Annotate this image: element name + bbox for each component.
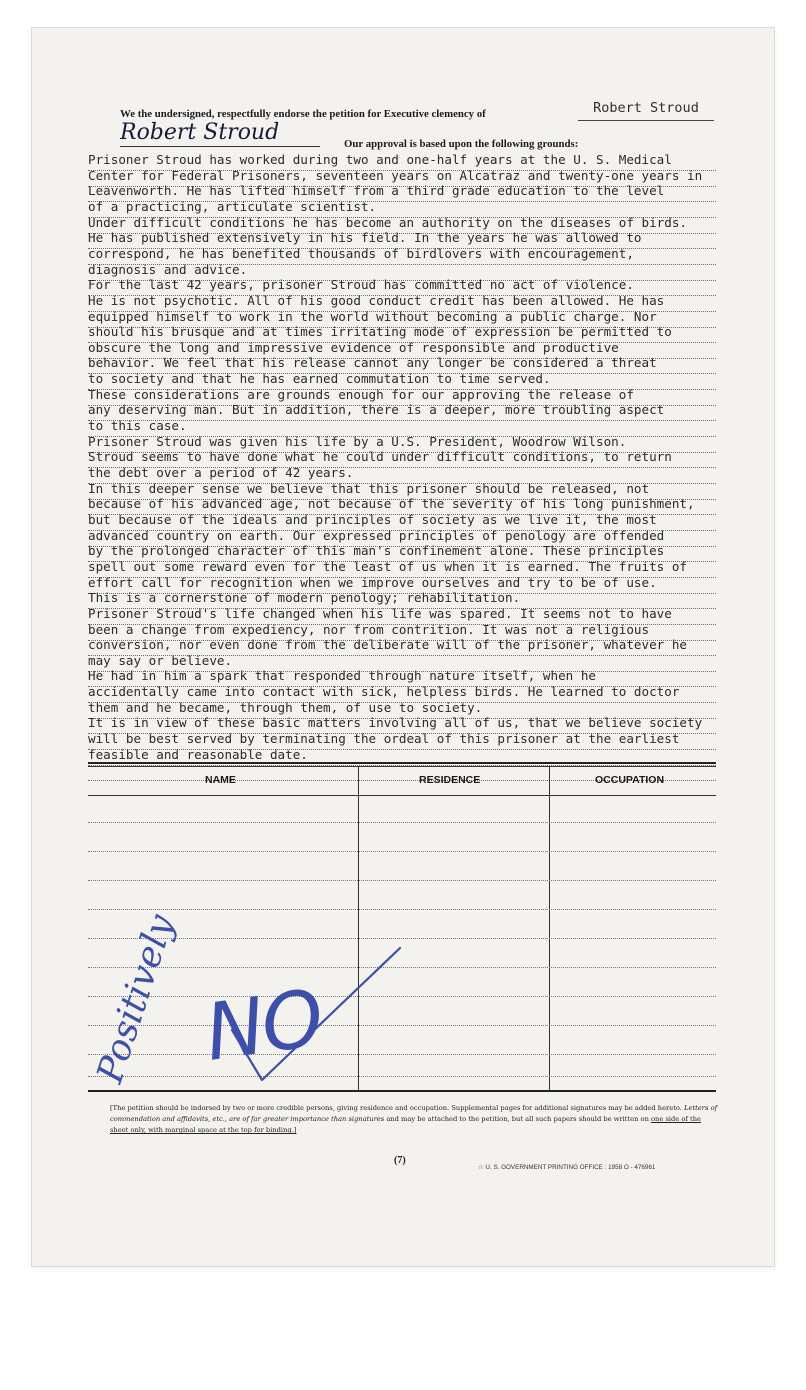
body-line: because of his advanced age, not because of the severity of his long punishment, [88, 496, 716, 515]
body-line: of a practicing, articulate scientist. [88, 199, 716, 218]
body-line: Prisoner Stroud was given his life by a U.S. President, Woodrow Wilson. [88, 434, 716, 453]
body-line: Prisoner Stroud's life changed when his life was spared. It seems not to have [88, 606, 716, 625]
body-line: equipped himself to work in the world without becoming a public charge. Nor [88, 309, 716, 328]
body-line: the debt over a period of 42 years. [88, 465, 716, 484]
body-line: Prisoner Stroud has worked during two and one-half years at the U. S. Medical [88, 152, 716, 171]
handwritten-no: NO [200, 973, 328, 1079]
column-header-name: NAME [205, 774, 236, 786]
instructions-footnote [110, 1103, 720, 1136]
endorse-statement: We the undersigned, respectfully endorse the petition for Executive clemency of [120, 108, 486, 120]
footnote-part-1: [The petition should be indorsed by two or more credible persons, giving residence and occupation. Supplemental pages for additional signatures may be added hereto. [110, 1104, 682, 1112]
body-line: effort call for recognition when we improve ourselves and try to be of use. [88, 575, 716, 594]
footnote-part-2: Letters of commendation and affidavits, etc., are of far greater importance than signatures [110, 1104, 718, 1123]
body-line: but because of the ideals and principles of society as we live it, the most [88, 512, 716, 531]
body-line: been a change from expediency, nor from contrition. It was not a religious [88, 622, 716, 641]
body-line: will be best served by terminating the ordeal of this prisoner at the earliest [88, 731, 716, 750]
body-line: them and he became, through them, of use to society. [88, 700, 716, 719]
printer-line: ☆ U. S. GOVERNMENT PRINTING OFFICE : 1958 O - 476961 [478, 1164, 656, 1171]
body-line: conversion, nor even done from the deliberate will of the prisoner, whatever he [88, 637, 716, 656]
body-line: He has published extensively in his field. In the years he was allowed to [88, 230, 716, 249]
footnote-part-4: one side of the sheet only, with marginal space at the top for binding.] [110, 1115, 701, 1134]
body-line: may say or believe. [88, 653, 716, 672]
petitioner-name-field: Robert Stroud [578, 100, 714, 121]
body-line: obscure the long and impressive evidence of responsible and productive [88, 340, 716, 359]
body-line: any deserving man. But in addition, there is a deeper, more troubling aspect [88, 402, 716, 421]
body-line: In this deeper sense we believe that this prisoner should be released, not [88, 481, 716, 500]
body-line: Leavenworth. He has lifted himself from a third grade education to the level [88, 183, 716, 202]
body-line: behavior. We feel that his release cannot any longer be considered a threat [88, 355, 716, 374]
body-line: to society and that he has earned commutation to time served. [88, 371, 716, 390]
body-line: Stroud seems to have done what he could under difficult conditions, to return [88, 449, 716, 468]
column-header-residence: RESIDENCE [419, 774, 481, 786]
body-line: These considerations are grounds enough for our approving the release of [88, 387, 716, 406]
body-line: Center for Federal Prisoners, seventeen years on Alcatraz and twenty-one years in [88, 168, 716, 187]
body-line: by the prolonged character of this man's confinement alone. These principles [88, 543, 716, 562]
body-line: spell out some reward even for the least of us when it is earned. The fruits of [88, 559, 716, 578]
body-line: For the last 42 years, prisoner Stroud has committed no act of violence. [88, 277, 716, 296]
body-line: feasible and reasonable date. [88, 747, 716, 766]
prisoner-signature: Robert Stroud [120, 120, 320, 147]
body-line: accidentally came into contact with sick, helpless birds. He learned to doctor [88, 684, 716, 703]
body-line: Under difficult conditions he has become an authority on the diseases of birds. [88, 215, 716, 234]
body-line: advanced country on earth. Our expressed principles of penology are offended [88, 528, 716, 547]
body-line: correspond, he has benefited thousands of birdlovers with encouragement, [88, 246, 716, 265]
handwritten-positively: Positively [89, 909, 183, 1088]
body-line: diagnosis and advice. [88, 262, 716, 281]
grounds-label: Our approval is based upon the following grounds: [344, 138, 579, 150]
footnote-part-3: and may be attached to the petition, but all such papers should be written on [386, 1115, 649, 1123]
column-header-occupation: OCCUPATION [595, 774, 665, 786]
page-number: (7) [394, 1155, 406, 1166]
body-line: should his brusque and at times irritating mode of expression be permitted to [88, 324, 716, 343]
body-line: He had in him a spark that responded through nature itself, when he [88, 668, 716, 687]
body-line: It is in view of these basic matters involving all of us, that we believe society [88, 715, 716, 734]
body-line: He is not psychotic. All of his good conduct credit has been allowed. He has [88, 293, 716, 312]
body-line: This is a cornerstone of modern penology; rehabilitation. [88, 590, 716, 609]
body-line: to this case. [88, 418, 716, 437]
